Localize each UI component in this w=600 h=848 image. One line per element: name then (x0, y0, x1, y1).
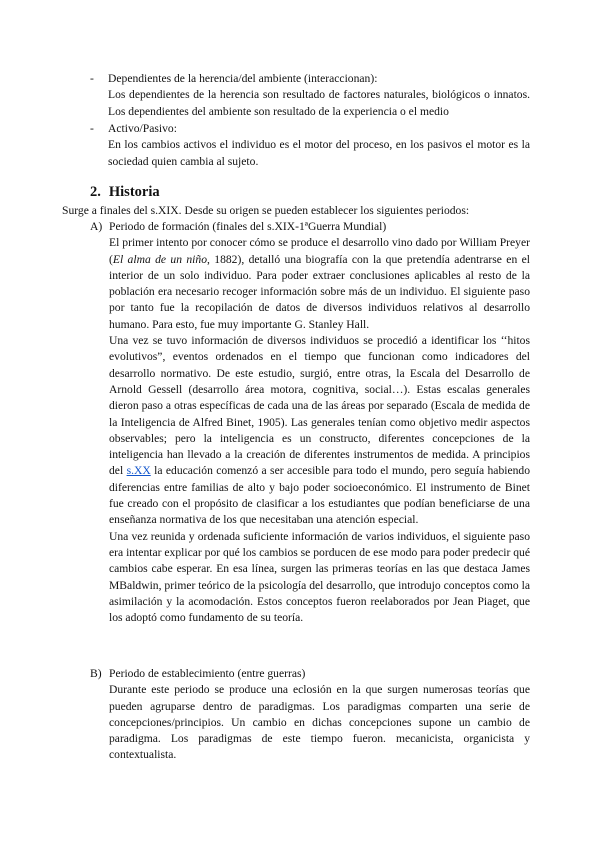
period-paragraph (109, 333, 530, 529)
period-letter: A) (90, 220, 103, 233)
bullet-title: Dependientes de la herencia/del ambiente (interaccionan): (108, 72, 378, 85)
text-run: , 1882), detalló una biografía con la que pretendía adentrarse en el interior de un solo individuo. Para poder extraer conclusiones aplicables al resto de la población era necesario recoger información sobre más de un individuo. El siguiente paso por tanto fue la recopilación de datos de diversos individuos relativos al desarrollo humano. Para esto, fue muy importante G. Stanley Hall. (109, 252, 530, 331)
bullet-dash: - (90, 72, 94, 85)
book-title: El alma de un niño (112, 252, 207, 266)
bullet-title: Activo/Pasivo: (108, 122, 177, 135)
period-title: Periodo de formación (finales del s.XIX-1ªGuerra Mundial) (109, 220, 387, 233)
heading-text: Historia (108, 184, 160, 200)
bullet-herencia-ambiente (90, 71, 530, 120)
period-paragraph (109, 235, 530, 333)
bullet-dash: - (90, 122, 94, 135)
period-letter: B) (90, 667, 102, 680)
heading-number: 2. (90, 184, 101, 200)
period-a (90, 219, 530, 626)
text-run: El primer intento por conocer cómo se produce el desarrollo vino dado por William Preyer ( (109, 236, 530, 266)
text-run: la educación comenzó a ser accesible para todo el mundo, pero seguía habiendo diferencias entre familias de alto y bajo poder socioeconómico. El instrumento de Binet fue creado con el propósito de clasificar a los estudiantes que podían beneficiarse de una enseñanza normativa de los que necesitaban una atención especial. (109, 464, 530, 527)
period-paragraph: Durante este periodo se produce una eclosión en la que surgen numerosas teorías que pueden agruparse dentro de paradigmas. Los paradigmas comparten una serie de concepciones/principios. Un cambio en dichas concepciones supone un cambio de paradigma. Los paradigmas de este tiempo fueron. mecanicista, organicista y contextualista. (109, 683, 530, 762)
period-b (90, 666, 530, 764)
period-title: Periodo de establecimiento (entre guerras) (109, 667, 306, 680)
intro-paragraph: Surge a finales del s.XIX. Desde su origen se pueden establecer los siguientes periodos: (62, 204, 470, 217)
bullet-body: Los dependientes de la herencia son resultado de factores naturales, biológicos o innatos. Los dependientes del ambiente son resultado de la experiencia o el medio (108, 88, 530, 118)
bullet-body: En los cambios activos el individuo es el motor del proceso, en los pasivos el motor es la sociedad quien cambia al sujeto. (108, 138, 530, 168)
period-paragraph: Una vez reunida y ordenada suficiente información de varios individuos, el siguiente paso era intentar explicar por qué los cambios se porducen de ese modo para poder predecir qué cambios cabe esperar. En esa línea, surgen las primeras teorías en las que destaca James MBaldwin, primer teórico de la psicología del desarrollo, que introdujo conceptos como la asimilación y la acomodación. Estos conceptos fueron reelaborados por Jean Piaget, que los adoptó como fundamento de su teoría. (109, 529, 530, 625)
bullet-activo-pasivo (90, 121, 530, 170)
text-run: Una vez se tuvo información de diversos individuos se procedió a identificar los ‘‘hitos evolutivos”, eventos ordenados en el tiempo que funcionan como indicadores del desarrollo normativo. De este estudio, surgió, entre otras, la Escala del Desarrollo de Arnold Gessell (desarrollo área motora, cognitiva, social…). Estas escalas generales dieron paso a otras específicas de cada una de las áreas por separado (Escala de medida de la Inteligencia de Alfred Binet, 1905). Las generales tenían como objetivo medir aspectos observables; pero la inteligencia es un constructo, diferentes concepciones de la inteligencia han llevado a la creación de diferentes instrumentos de medida. A principios del (109, 334, 530, 478)
section-heading (90, 184, 160, 201)
hyperlink[interactable]: s.XX (126, 464, 151, 478)
